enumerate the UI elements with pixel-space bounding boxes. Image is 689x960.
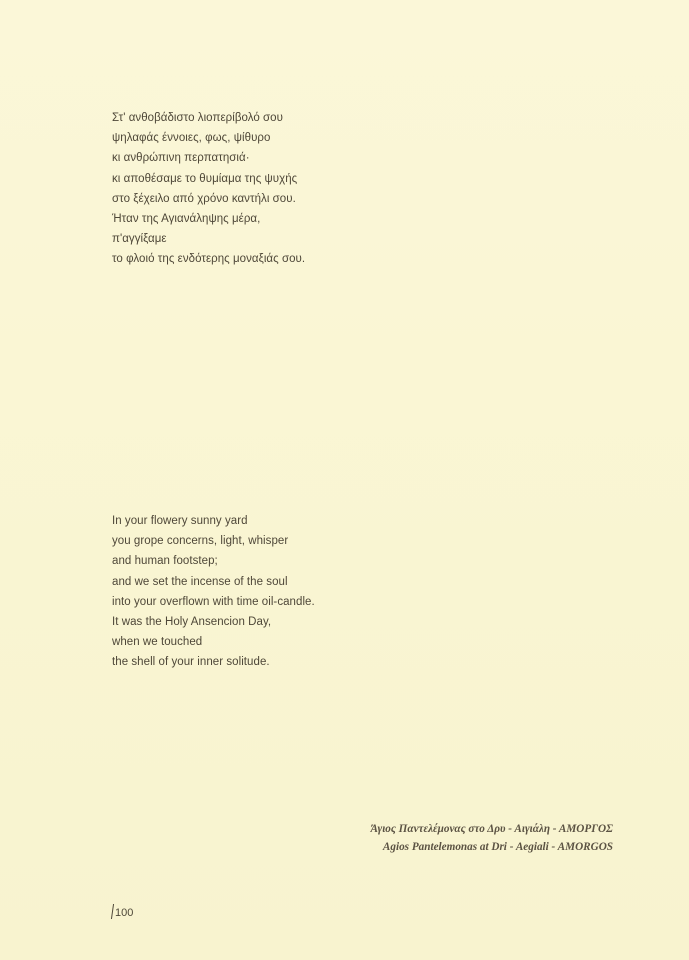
- poem-greek-line: το φλοιό της ενδότερης μοναξιάς σου.: [112, 253, 306, 266]
- poem-greek-line: στο ξέχειλο από χρόνο καντήλι σου.: [112, 192, 296, 205]
- poem-greek: [112, 108, 305, 270]
- caption-greek: Άγιος Παντελέμονας στο Δρυ - Αιγιάλη - ΑΜΟΡΓΟΣ: [370, 823, 613, 835]
- poem-english-line: the shell of your inner solitude.: [112, 656, 270, 669]
- page-number: [112, 904, 133, 919]
- poem-greek-line: Ήταν της Αγιανάληψης μέρα,: [112, 213, 261, 226]
- poem-english-line: into your overflown with time oil-candle.: [112, 595, 315, 608]
- poem-english-line: In your flowery sunny yard: [112, 515, 248, 527]
- poem-english-line: It was the Holy Ansencion Day,: [112, 616, 272, 629]
- page-number-mark: [111, 904, 114, 919]
- page-number-label: 100: [115, 907, 134, 919]
- poem-english: [112, 511, 315, 673]
- poem-greek-line: ψηλαφάς έννοιες, φως, ψίθυρο: [112, 132, 271, 145]
- photo-caption: [371, 820, 614, 856]
- poem-greek-line: κι αποθέσαμε το θυμίαμα της ψυχής: [112, 172, 298, 185]
- poem-greek-line: π'αγγίξαμε: [112, 233, 167, 246]
- poem-english-line: when we touched: [112, 636, 203, 649]
- poem-greek-line: κι ανθρώπινη περπατησιά·: [112, 152, 250, 165]
- poem-english-line: and we set the incense of the soul: [112, 575, 288, 588]
- poem-greek-line: Στ' ανθοβάδιστο λιοπερίβολό σου: [112, 112, 283, 124]
- poem-english-line: and human footstep;: [112, 555, 218, 568]
- poem-english-line: you grope concerns, light, whisper: [112, 535, 289, 548]
- caption-english: Agios Pantelemonas at Dri - Aegiali - AMORGOS: [382, 841, 613, 853]
